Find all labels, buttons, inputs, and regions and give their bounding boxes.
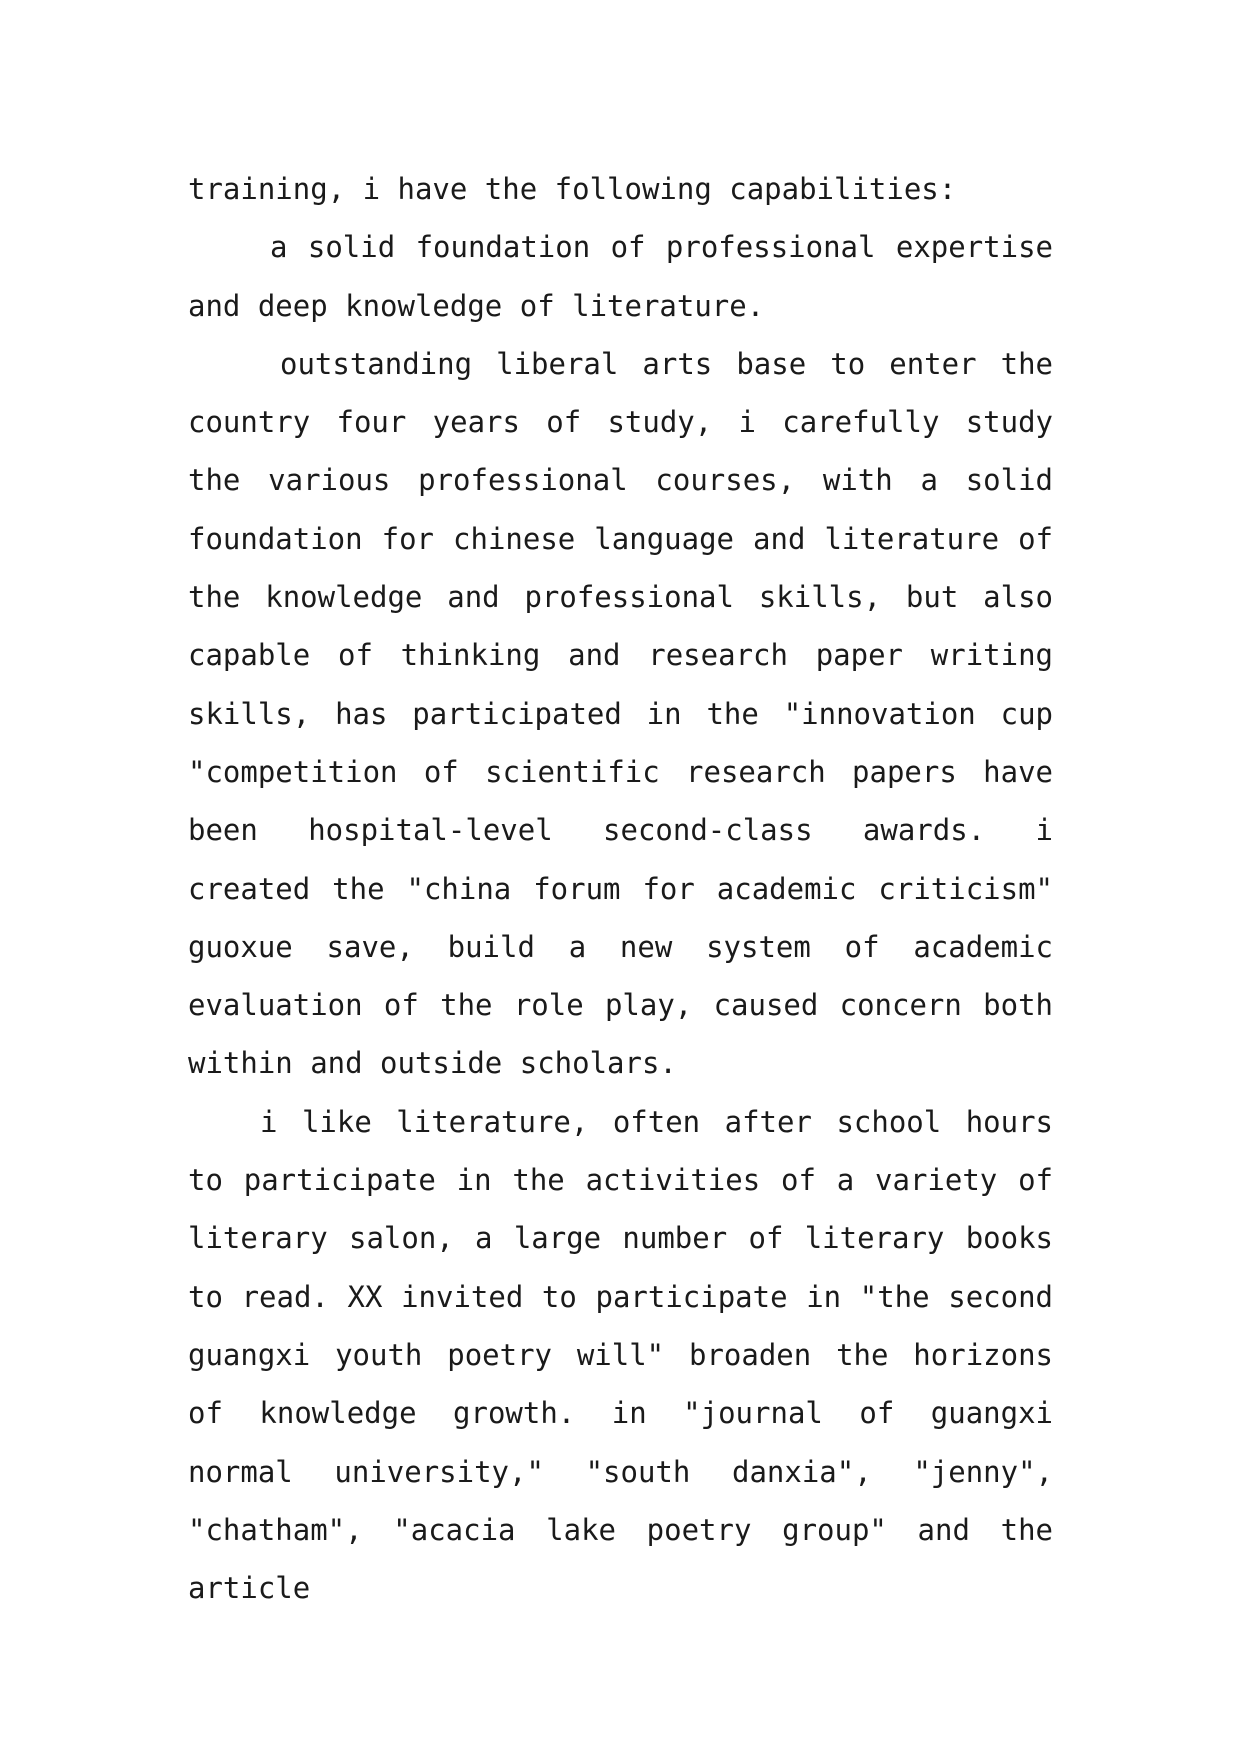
paragraph-liberal-arts: outstanding liberal arts base to enter the country four years of study, i carefully study the various professional courses, with a solid foundation for chinese language and literature of the knowledge and professional skills, but also capable of thinking and research paper writing skills, has participated in the "innovation cup "competition of scientific research papers have been hospital-level second-class awards. i created the "china forum for academic criticism" guoxue save, build a new system of academic evaluation of the role play, caused concern both within and outside scholars.	[188, 346, 1053, 1081]
paragraph-capabilities-intro: training, i have the following capabilities:	[188, 172, 957, 206]
document-body	[188, 160, 1053, 1617]
paragraph-literature-interest: i like literature, often after school hours to participate in the activities of a variety of literary salon, a large number of literary books to read. XX invited to participate in "the second guangxi youth poetry will" broaden the horizons of knowledge growth. in "journal of guangxi normal university," "south danxia", "jenny", "chatham", "acacia lake poetry group" and the article	[188, 1104, 1053, 1606]
paragraph-professional-expertise: a solid foundation of professional expertise and deep knowledge of literature.	[188, 230, 1053, 323]
